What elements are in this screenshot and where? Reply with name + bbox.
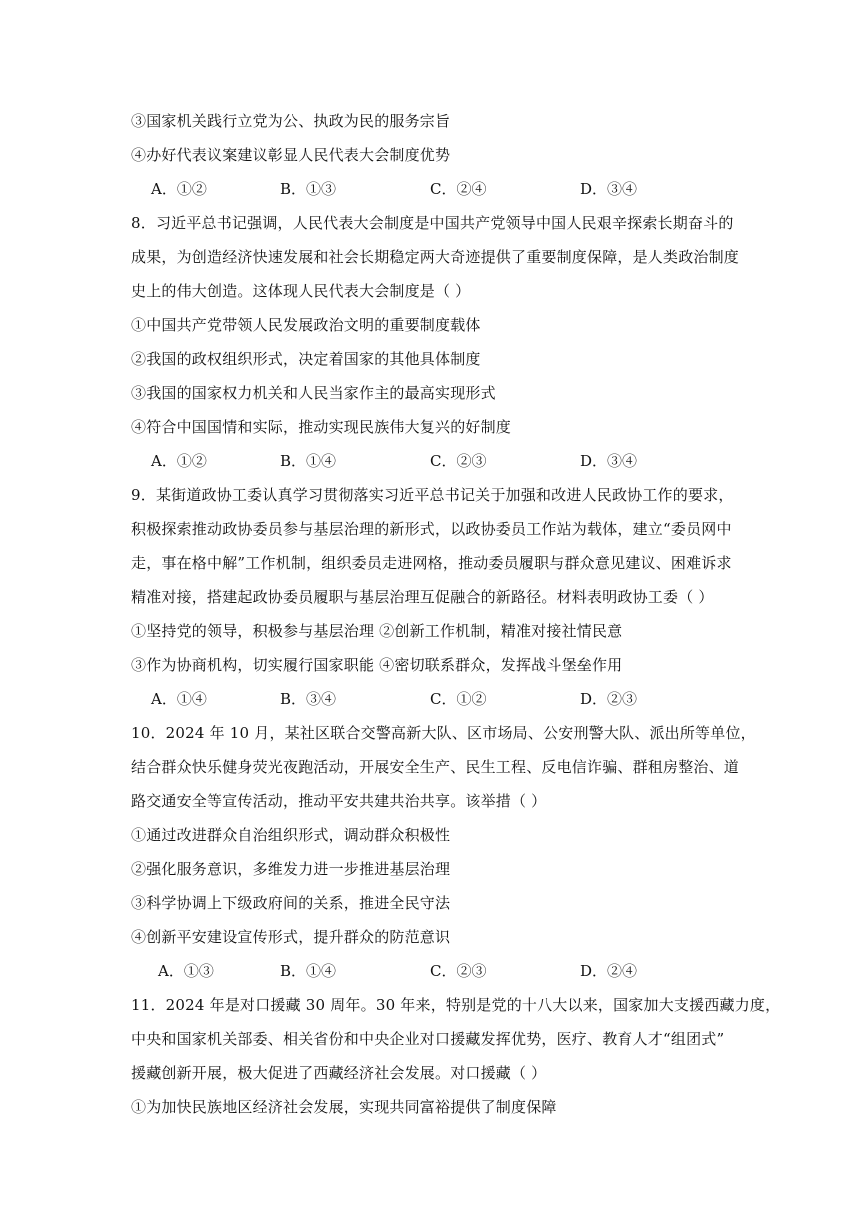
q9-stem-line: 精准对接，搭建起政协委员履职与基层治理互促融合的新路径。材料表明政协工委（ ） bbox=[131, 588, 714, 606]
q8-option-a: A．①② bbox=[151, 452, 207, 470]
q7-item-3: ③国家机关践行立党为公、执政为民的服务宗旨 bbox=[131, 112, 451, 130]
q9-stem-line: 积极探索推动政协委员参与基层治理的新形式，以政协委员工作站为载体，建立“委员网中 bbox=[131, 520, 732, 538]
q11-item: ①为加快民族地区经济社会发展，实现共同富裕提供了制度保障 bbox=[131, 1098, 557, 1116]
q10-item: ②强化服务意识，多维发力进一步推进基层治理 bbox=[131, 860, 451, 878]
q9-options bbox=[0, 688, 860, 710]
q7-option-d: D．③④ bbox=[580, 180, 638, 198]
q7-option-a: A．①② bbox=[151, 180, 207, 198]
q10-stem-line: 路交通安全等宣传活动，推动平安共建共治共享。该举措（ ） bbox=[131, 792, 547, 810]
q8-item: ②我国的政权组织形式，决定着国家的其他具体制度 bbox=[131, 350, 481, 368]
q9-stem-line: 走，事在格中解”工作机制，组织委员走进网格，推动委员履职与群众意见建议、困难诉求 bbox=[131, 554, 732, 572]
q8-item: ④符合中国国情和实际，推动实现民族伟大复兴的好制度 bbox=[131, 418, 512, 436]
q10-item: ①通过改进群众自治组织形式，调动群众积极性 bbox=[131, 826, 451, 844]
q10-option-c: C．②③ bbox=[430, 962, 487, 980]
q8-options bbox=[0, 450, 860, 472]
q8-stem-line: 8．习近平总书记强调，人民代表大会制度是中国共产党领导中国人民艰辛探索长期奋斗的 bbox=[131, 214, 734, 232]
q8-option-d: D．③④ bbox=[580, 452, 638, 470]
q9-option-c: C．①② bbox=[430, 690, 487, 708]
q8-option-c: C．②③ bbox=[430, 452, 487, 470]
q9-option-a: A．①④ bbox=[151, 690, 207, 708]
q10-options bbox=[0, 960, 860, 982]
q10-option-b: B．①④ bbox=[280, 962, 337, 980]
q7-item-4: ④办好代表议案建议彰显人民代表大会制度优势 bbox=[131, 146, 451, 164]
q9-item-row: ①坚持党的领导，积极参与基层治理 ②创新工作机制，精准对接社情民意 bbox=[131, 622, 623, 640]
q10-item: ③科学协调上下级政府间的关系，推进全民守法 bbox=[131, 894, 451, 912]
q10-item: ④创新平安建设宣传形式，提升群众的防范意识 bbox=[131, 928, 451, 946]
q9-stem-line: 9．某街道政协工委认真学习贯彻落实习近平总书记关于加强和改进人民政协工作的要求， bbox=[131, 486, 734, 504]
q7-option-c: C．②④ bbox=[430, 180, 487, 198]
q11-stem-line: 11．2024 年是对口援藏 30 周年。30 年来，特别是党的十八大以来，国家加大支援西藏力度， bbox=[131, 996, 781, 1014]
q8-option-b: B．①④ bbox=[280, 452, 337, 470]
q10-stem-line: 结合群众快乐健身荧光夜跑活动，开展安全生产、民生工程、反电信诈骗、群租房整治、道 bbox=[131, 758, 740, 776]
q10-option-a: A．①③ bbox=[158, 962, 214, 980]
q7-option-b: B．①③ bbox=[280, 180, 337, 198]
q8-item: ③我国的国家权力机关和人民当家作主的最高实现形式 bbox=[131, 384, 496, 402]
q11-stem-line: 中央和国家机关部委、相关省份和中央企业对口援藏发挥优势，医疗、教育人才“组团式” bbox=[131, 1030, 725, 1048]
q9-option-b: B．③④ bbox=[280, 690, 337, 708]
q9-item-row: ③作为协商机构，切实履行国家职能 ④密切联系群众，发挥战斗堡垒作用 bbox=[131, 656, 623, 674]
q10-option-d: D．②④ bbox=[580, 962, 638, 980]
q10-stem-line: 10．2024 年 10 月，某社区联合交警高新大队、区市场局、公安刑警大队、派出所等单位， bbox=[131, 724, 756, 742]
q8-stem-line: 史上的伟大创造。这体现人民代表大会制度是（ ） bbox=[131, 282, 471, 300]
q7-options bbox=[0, 178, 860, 200]
q8-item: ①中国共产党带领人民发展政治文明的重要制度载体 bbox=[131, 316, 481, 334]
q9-option-d: D．②③ bbox=[580, 690, 638, 708]
q8-stem-line: 成果，为创造经济快速发展和社会长期稳定两大奇迹提供了重要制度保障，是人类政治制度 bbox=[131, 248, 740, 266]
q11-stem-line: 援藏创新开展，极大促进了西藏经济社会发展。对口援藏（ ） bbox=[131, 1064, 547, 1082]
